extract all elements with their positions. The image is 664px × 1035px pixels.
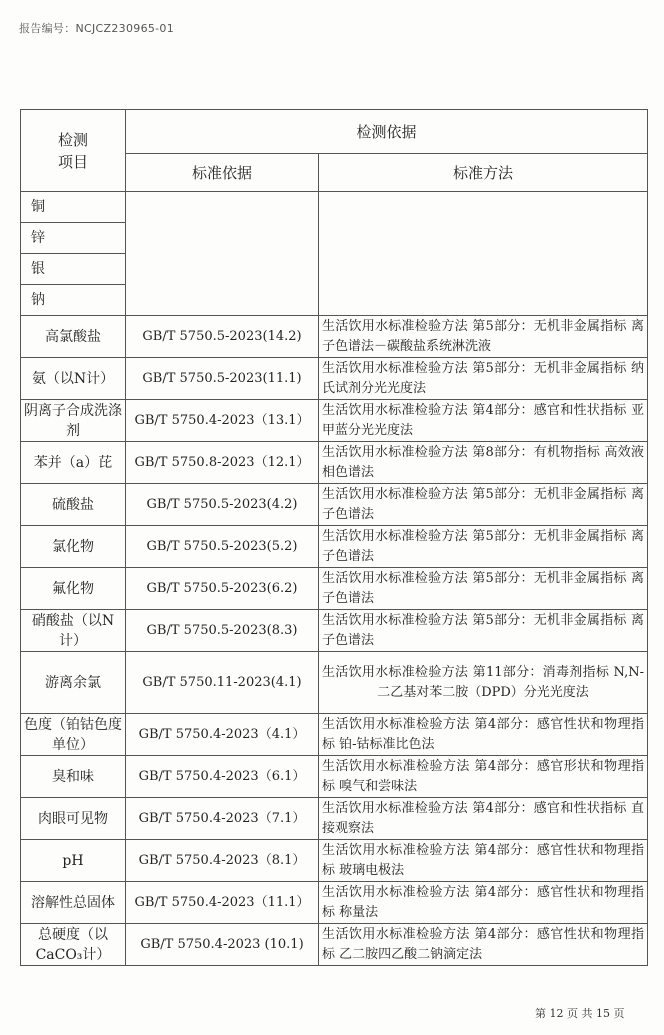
header-basis-group: 检测依据 — [126, 110, 648, 154]
test-item-cell: pH — [21, 840, 126, 882]
standard-basis-cell: GB/T 5750.5-2023(8.3) — [126, 610, 319, 652]
standard-method-cell-empty — [319, 192, 648, 316]
page-number: 第 12 页 共 15 页 — [535, 1007, 625, 1020]
test-item-cell: 色度（铂钴色度单位） — [21, 714, 126, 756]
standard-basis-cell: GB/T 5750.5-2023(6.2) — [126, 568, 319, 610]
test-item-cell: 硝酸盐（以N计） — [21, 610, 126, 652]
report-number: 报告编号：NCJCZ230965-01 — [19, 22, 175, 35]
test-item-cell: 氨（以N计） — [21, 358, 126, 400]
standard-basis-cell: GB/T 5750.4-2023（13.1） — [126, 400, 319, 442]
test-item-cell: 铜 — [21, 192, 126, 223]
standard-method-cell: 生活饮用水标准检验方法 第4部分：感官性状和物理指标 玻璃电极法 — [319, 840, 648, 882]
standard-basis-cell: GB/T 5750.4-2023（8.1） — [126, 840, 319, 882]
test-item-cell: 臭和味 — [21, 756, 126, 798]
test-item-cell: 钠 — [21, 285, 126, 316]
test-item-cell: 溶解性总固体 — [21, 882, 126, 924]
standard-method-cell: 生活饮用水标准检验方法 第5部分：无机非金属指标 离子色谱法 — [319, 568, 648, 610]
standard-method-cell: 生活饮用水标准检验方法 第4部分：感官和性状指标 直接观察法 — [319, 798, 648, 840]
standard-method-cell: 生活饮用水标准检验方法 第11部分：消毒剂指标 N,N-二乙基对苯二胺（DPD）分光光度法 — [319, 652, 648, 714]
table-row — [21, 442, 648, 484]
test-item-cell: 氟化物 — [21, 568, 126, 610]
standard-basis-cell: GB/T 5750.5-2023(4.2) — [126, 484, 319, 526]
standard-basis-cell: GB/T 5750.5-2023(11.1) — [126, 358, 319, 400]
test-item-cell: 游离余氯 — [21, 652, 126, 714]
test-item-cell: 银 — [21, 254, 126, 285]
header-test-item: 检测 项目 — [21, 110, 126, 192]
standard-method-cell: 生活饮用水标准检验方法 第4部分：感官和性状指标 亚甲蓝分光光度法 — [319, 400, 648, 442]
standard-method-cell: 生活饮用水标准检验方法 第4部分：感官性状和物理指标 铂-钴标准比色法 — [319, 714, 648, 756]
table-row — [21, 840, 648, 882]
table-row — [21, 484, 648, 526]
test-item-cell: 氯化物 — [21, 526, 126, 568]
standard-basis-cell: GB/T 5750.8-2023（12.1） — [126, 442, 319, 484]
standard-method-cell: 生活饮用水标准检验方法 第5部分：无机非金属指标 纳氏试剂分光光度法 — [319, 358, 648, 400]
standard-method-cell: 生活饮用水标准检验方法 第8部分：有机物指标 高效液相色谱法 — [319, 442, 648, 484]
table-row — [21, 526, 648, 568]
standard-basis-cell: GB/T 5750.5-2023(14.2) — [126, 316, 319, 358]
standard-basis-cell: GB/T 5750.11-2023(4.1) — [126, 652, 319, 714]
table-row — [21, 924, 648, 966]
standard-basis-cell: GB/T 5750.4-2023（11.1） — [126, 882, 319, 924]
table-row — [21, 316, 648, 358]
table-row — [21, 756, 648, 798]
header-standard-method: 标准方法 — [319, 154, 648, 192]
standard-method-cell: 生活饮用水标准检验方法 第4部分：感官形状和物理指标 嗅气和尝味法 — [319, 756, 648, 798]
standard-basis-cell: GB/T 5750.4-2023（4.1） — [126, 714, 319, 756]
table-row — [21, 568, 648, 610]
test-item-cell: 硫酸盐 — [21, 484, 126, 526]
standard-basis-cell: GB/T 5750.4-2023（7.1） — [126, 798, 319, 840]
standard-method-cell: 生活饮用水标准检验方法 第5部分：无机非金属指标 离子色谱法－碳酸盐系统淋洗液 — [319, 316, 648, 358]
standard-method-cell: 生活饮用水标准检验方法 第5部分：无机非金属指标 离子色谱法 — [319, 610, 648, 652]
table-row — [21, 358, 648, 400]
header-standard-basis: 标准依据 — [126, 154, 319, 192]
table-row — [21, 798, 648, 840]
standard-basis-cell-empty — [126, 192, 319, 316]
test-item-cell: 阴离子合成洗涤剂 — [21, 400, 126, 442]
standard-method-cell: 生活饮用水标准检验方法 第5部分：无机非金属指标 离子色谱法 — [319, 484, 648, 526]
test-basis-table — [20, 109, 648, 966]
table-row — [21, 652, 648, 714]
standard-method-cell: 生活饮用水标准检验方法 第5部分：无机非金属指标 离子色谱法 — [319, 526, 648, 568]
table-row — [21, 400, 648, 442]
standard-method-cell: 生活饮用水标准检验方法 第4部分：感官性状和物理指标 乙二胺四乙酸二钠滴定法 — [319, 924, 648, 966]
test-item-cell: 肉眼可见物 — [21, 798, 126, 840]
table-row — [21, 882, 648, 924]
test-item-cell: 高氯酸盐 — [21, 316, 126, 358]
test-item-cell: 苯并（a）芘 — [21, 442, 126, 484]
standard-basis-cell: GB/T 5750.5-2023(5.2) — [126, 526, 319, 568]
table-row — [21, 192, 648, 223]
test-item-cell: 锌 — [21, 223, 126, 254]
test-item-cell: 总硬度（以CaCO₃计） — [21, 924, 126, 966]
standard-basis-cell: GB/T 5750.4-2023（6.1） — [126, 756, 319, 798]
table-row — [21, 714, 648, 756]
standard-method-cell: 生活饮用水标准检验方法 第4部分：感官性状和物理指标 称量法 — [319, 882, 648, 924]
table-row — [21, 610, 648, 652]
standard-basis-cell: GB/T 5750.4-2023 (10.1) — [126, 924, 319, 966]
